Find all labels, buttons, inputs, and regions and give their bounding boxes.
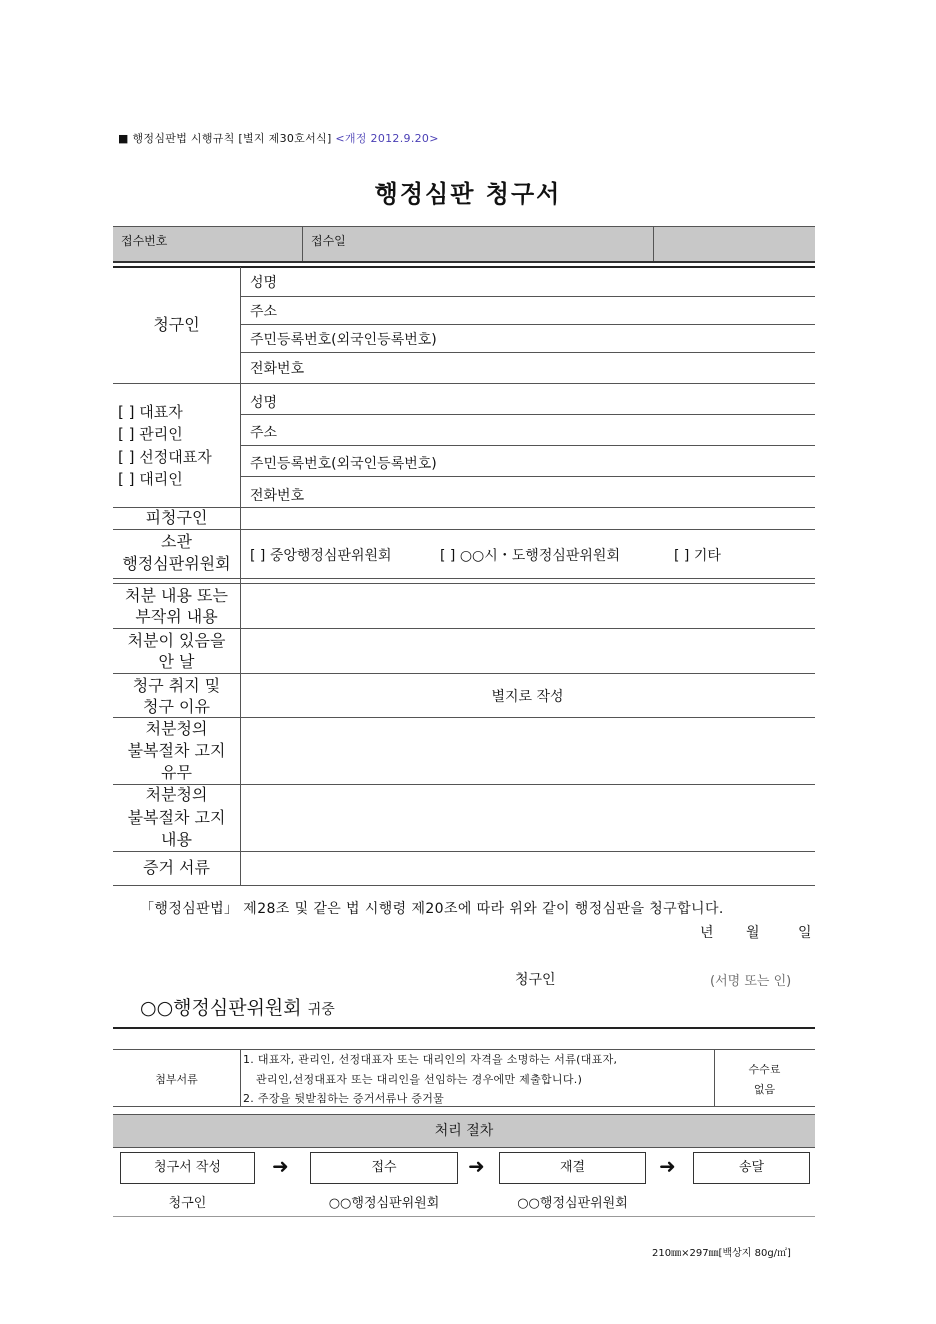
- disposition-label-line2: 부작위 내용: [135, 607, 218, 626]
- process-step-delivery: 송달: [693, 1152, 810, 1184]
- column-divider: [240, 267, 241, 885]
- evidence-label: 증거 서류: [143, 858, 210, 877]
- arrow-right-icon: ➜: [272, 1154, 289, 1178]
- attachment-label: 첨부서류: [155, 1073, 198, 1086]
- notice-yn-label-line2: 불복절차 고지: [127, 741, 226, 760]
- receipt-number-label: 접수번호: [113, 227, 303, 261]
- option-agent[interactable]: [ ] 대리인: [118, 470, 183, 488]
- notice-content-label-line3: 내용: [161, 830, 192, 849]
- purpose-label-line2: 청구 이유: [143, 697, 210, 716]
- option-selected-representative[interactable]: [ ] 선정대표자: [118, 448, 212, 466]
- claim-statement: 「행정심판법」 제28조 및 같은 법 시행령 제20조에 따라 위와 같이 행정심판을 청구합니다.: [140, 901, 724, 917]
- date-day: 일: [798, 925, 812, 941]
- process-title: 처리 절차: [113, 1114, 815, 1148]
- claimant-name-field[interactable]: 성명: [250, 275, 278, 291]
- divider: [240, 296, 815, 297]
- option-local-committee[interactable]: [ ] ○○시・도행정심판위원회: [440, 548, 620, 564]
- addressee-suffix: 귀중: [307, 1002, 335, 1018]
- receipt-blank: [654, 227, 815, 261]
- purpose-value: 별지로 작성: [491, 689, 564, 705]
- page-title: 행정심판 청구서: [374, 180, 562, 208]
- divider: [113, 1106, 815, 1107]
- attachment-line2: 관리인,선정대표자 또는 대리인을 선임하는 경우에만 제출합니다.): [256, 1073, 583, 1086]
- divider: [113, 885, 815, 886]
- disposition-label-line1: 처분 내용 또는: [125, 586, 228, 605]
- form-reference-text: ■ 행정심판법 시행규칙 [별지 제30호서식]: [118, 132, 332, 145]
- committee-label-line1: 소관: [161, 532, 192, 551]
- divider: [240, 445, 815, 446]
- divider: [240, 352, 815, 353]
- divider: [113, 583, 815, 584]
- option-manager[interactable]: [ ] 관리인: [118, 425, 183, 443]
- revision-date: <개정 2012.9.20>: [335, 132, 439, 145]
- divider: [113, 673, 815, 674]
- process-actor-committee: ○○행정심판위원회: [517, 1196, 628, 1211]
- divider: [240, 414, 815, 415]
- divider: [113, 266, 815, 268]
- notice-yn-label-line3: 유무: [161, 763, 192, 782]
- option-representative[interactable]: [ ] 대표자: [118, 403, 183, 421]
- signature-hint: (서명 또는 인): [710, 974, 792, 989]
- attachment-line1: 1. 대표자, 관리인, 선정대표자 또는 대리인의 자격을 소명하는 서류(대표자,: [243, 1053, 618, 1066]
- date-month: 월: [746, 925, 760, 941]
- claimant-label: 청구인: [153, 315, 200, 334]
- known-date-label-line1: 처분이 있음을: [127, 631, 226, 650]
- notice-content-label-line2: 불복절차 고지: [127, 808, 226, 827]
- fee-value: 없음: [753, 1083, 776, 1096]
- addressee: [140, 993, 335, 1020]
- rep-name-field[interactable]: 성명: [250, 395, 278, 411]
- column-divider: [714, 1049, 715, 1106]
- date-year: 년: [700, 925, 714, 941]
- divider: [240, 476, 815, 477]
- divider: [113, 1049, 815, 1050]
- process-step-decision: 재결: [499, 1152, 646, 1184]
- option-central-committee[interactable]: [ ] 중앙행정심판위원회: [250, 548, 392, 564]
- claimant-address-field[interactable]: 주소: [250, 304, 278, 320]
- committee-label-line2: 행정심판위원회: [122, 554, 231, 573]
- process-step-write: 청구서 작성: [120, 1152, 255, 1184]
- known-date-label-line2: 안 날: [158, 652, 195, 671]
- divider: [113, 851, 815, 852]
- divider: [113, 628, 815, 629]
- claimant-phone-field[interactable]: 전화번호: [250, 361, 305, 377]
- notice-content-label-line1: 처분청의: [145, 785, 208, 804]
- paper-spec: 210㎜×297㎜[백상지 80g/㎡]: [652, 1248, 791, 1259]
- divider: [113, 1027, 815, 1029]
- option-other[interactable]: [ ] 기타: [674, 548, 721, 564]
- divider: [113, 383, 815, 384]
- rep-phone-field[interactable]: 전화번호: [250, 488, 305, 504]
- addressee-name: ○○행정심판위원회: [140, 997, 302, 1019]
- form-reference: [118, 130, 439, 146]
- receipt-date-label: 접수일: [303, 227, 654, 261]
- column-divider: [240, 1049, 241, 1106]
- claimant-id-field[interactable]: 주민등록번호(외국인등록번호): [250, 332, 437, 348]
- process-step-receive: 접수: [310, 1152, 458, 1184]
- arrow-right-icon: ➜: [468, 1154, 485, 1178]
- notice-yn-label-line1: 처분청의: [145, 719, 208, 738]
- signature-label: 청구인: [515, 972, 556, 988]
- purpose-label-line1: 청구 취지 및: [132, 676, 221, 695]
- divider: [113, 578, 815, 579]
- fee-label: 수수료: [748, 1063, 781, 1076]
- receipt-bar: [113, 226, 815, 263]
- rep-address-field[interactable]: 주소: [250, 425, 278, 441]
- arrow-right-icon: ➜: [659, 1154, 676, 1178]
- respondent-label: 피청구인: [145, 508, 208, 527]
- rep-id-field[interactable]: 주민등록번호(외국인등록번호): [250, 456, 437, 472]
- divider: [113, 529, 815, 530]
- divider: [113, 1216, 815, 1217]
- divider: [240, 324, 815, 325]
- process-actor-claimant: 청구인: [168, 1196, 207, 1211]
- process-actor-committee: ○○행정심판위원회: [328, 1196, 440, 1211]
- attachment-line3: 2. 주장을 뒷받침하는 증거서류나 증거물: [243, 1092, 445, 1105]
